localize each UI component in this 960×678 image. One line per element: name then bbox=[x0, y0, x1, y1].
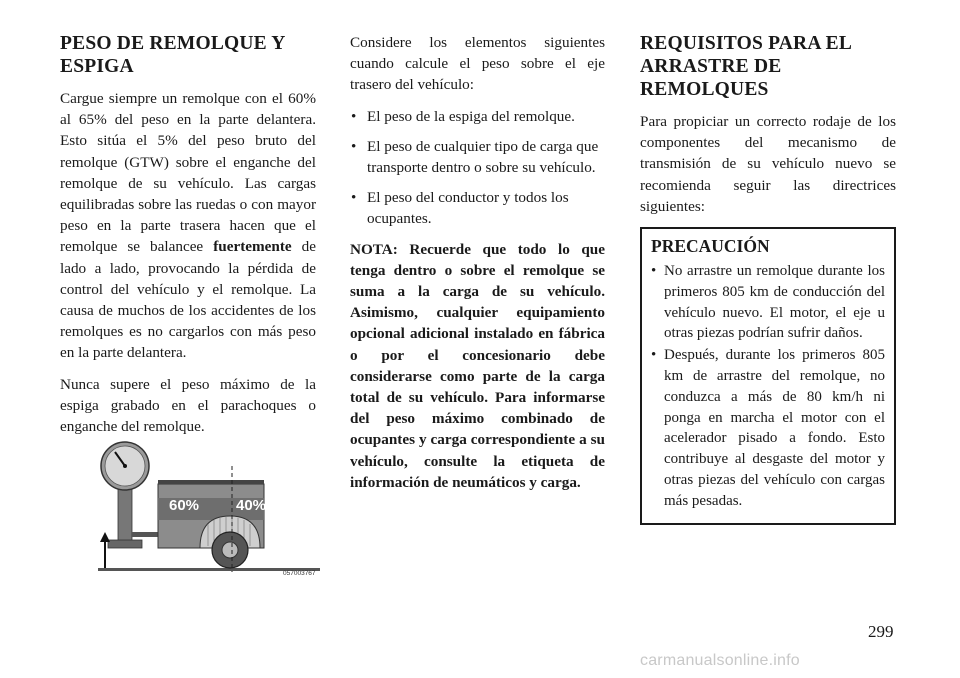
wheel-hub bbox=[222, 542, 238, 558]
rear-weight-percent: 40% bbox=[236, 497, 267, 514]
scale-post bbox=[118, 488, 132, 544]
column-middle bbox=[350, 32, 605, 503]
list-item: • El peso de cualquier tipo de carga que transporte dentro o sobre su vehículo. bbox=[350, 136, 605, 178]
section-heading-towing-requirements: REQUISITOS PARA EL ARRASTRE DE REMOLQUES bbox=[640, 33, 851, 100]
needle-pivot bbox=[123, 464, 127, 468]
list-item: • El peso de la espiga del remolque. bbox=[350, 106, 605, 127]
paragraph-max-tongue-weight: Nunca supere el peso máximo de la espiga grabado en el parachoques o enganche del remolque. bbox=[60, 375, 316, 436]
section-heading-trailer-weight: PESO DE REMOLQUE Y ESPIGA bbox=[60, 33, 285, 77]
list-item: • Después, durante los primeros 805 km de arrastre del remolque, no conduzca a más de 80 km/h ni ponga en marcha el motor con el acelerador pisado a fondo. Esto contribuye al desgaste del motor y otras piezas del vehículo con cargas más pesadas. bbox=[651, 345, 885, 511]
caution-list bbox=[651, 261, 885, 512]
list-item: • El peso del conductor y todos los ocupantes. bbox=[350, 187, 605, 229]
bold-emphasis: fuertemente bbox=[213, 238, 292, 256]
page-number: 299 bbox=[868, 622, 894, 641]
column-right bbox=[640, 32, 896, 525]
figure-code: 057003767 bbox=[283, 570, 316, 577]
trailer-top-rail bbox=[158, 480, 264, 484]
trailer-tongue bbox=[132, 532, 160, 537]
up-arrow-icon bbox=[100, 532, 110, 542]
paragraph-text-1: Cargue siempre un remolque con el 60% al 65% del peso en la parte delantera. Esto sitúa el 5% del peso bruto del remolque (GTW) sobre el enganche del remolque de su vehículo. Las cargas equilibradas sobre las ruedas o con mayor peso en la parte trasera hacen que el remolque se balancee bbox=[60, 90, 316, 256]
caution-box bbox=[640, 227, 896, 525]
paragraph-load-distribution bbox=[60, 88, 316, 364]
paragraph-text-2: de lado a lado, provocando la pérdida de control del vehículo y el remolque. La causa de muchos de los accidentes de los remolques es no cargarlos con más peso en la parte delantera. bbox=[60, 238, 316, 362]
rear-axle-factor-list bbox=[350, 106, 605, 230]
rear-axle-intro: Considere los elementos siguientes cuando calcule el peso sobre el eje trasero del vehículo: bbox=[350, 34, 605, 94]
column-left bbox=[60, 32, 316, 447]
towing-intro: Para propiciar un correcto rodaje de los componentes del mecanismo de transmisión de su vehículo nuevo se recomienda seguir las directrices siguientes: bbox=[640, 113, 896, 215]
list-item: • No arrastre un remolque durante los primeros 805 km de conducción del vehículo nuevo. El motor, el eje u otras piezas podrían sufrir daños. bbox=[651, 261, 885, 344]
scale-base bbox=[108, 540, 142, 548]
caution-title: PRECAUCIÓN bbox=[651, 236, 770, 257]
note-paragraph: NOTA: Recuerde que todo lo que tenga dentro o sobre el remolque se suma a la carga de su vehículo. Asimismo, cualquier equipamiento opcional adicional instalado en fábrica o por el concesionario debe considerarse como parte de la carga total de su vehículo. Para informarse del peso máximo combinado de ocupantes y carga correspondiente a su vehículo, consulte la etiqueta de información de neumáticos y carga. bbox=[350, 240, 605, 491]
watermark: carmanualsonline.info bbox=[640, 652, 800, 669]
trailer-weight-illustration bbox=[98, 440, 320, 582]
front-weight-percent: 60% bbox=[169, 497, 200, 514]
